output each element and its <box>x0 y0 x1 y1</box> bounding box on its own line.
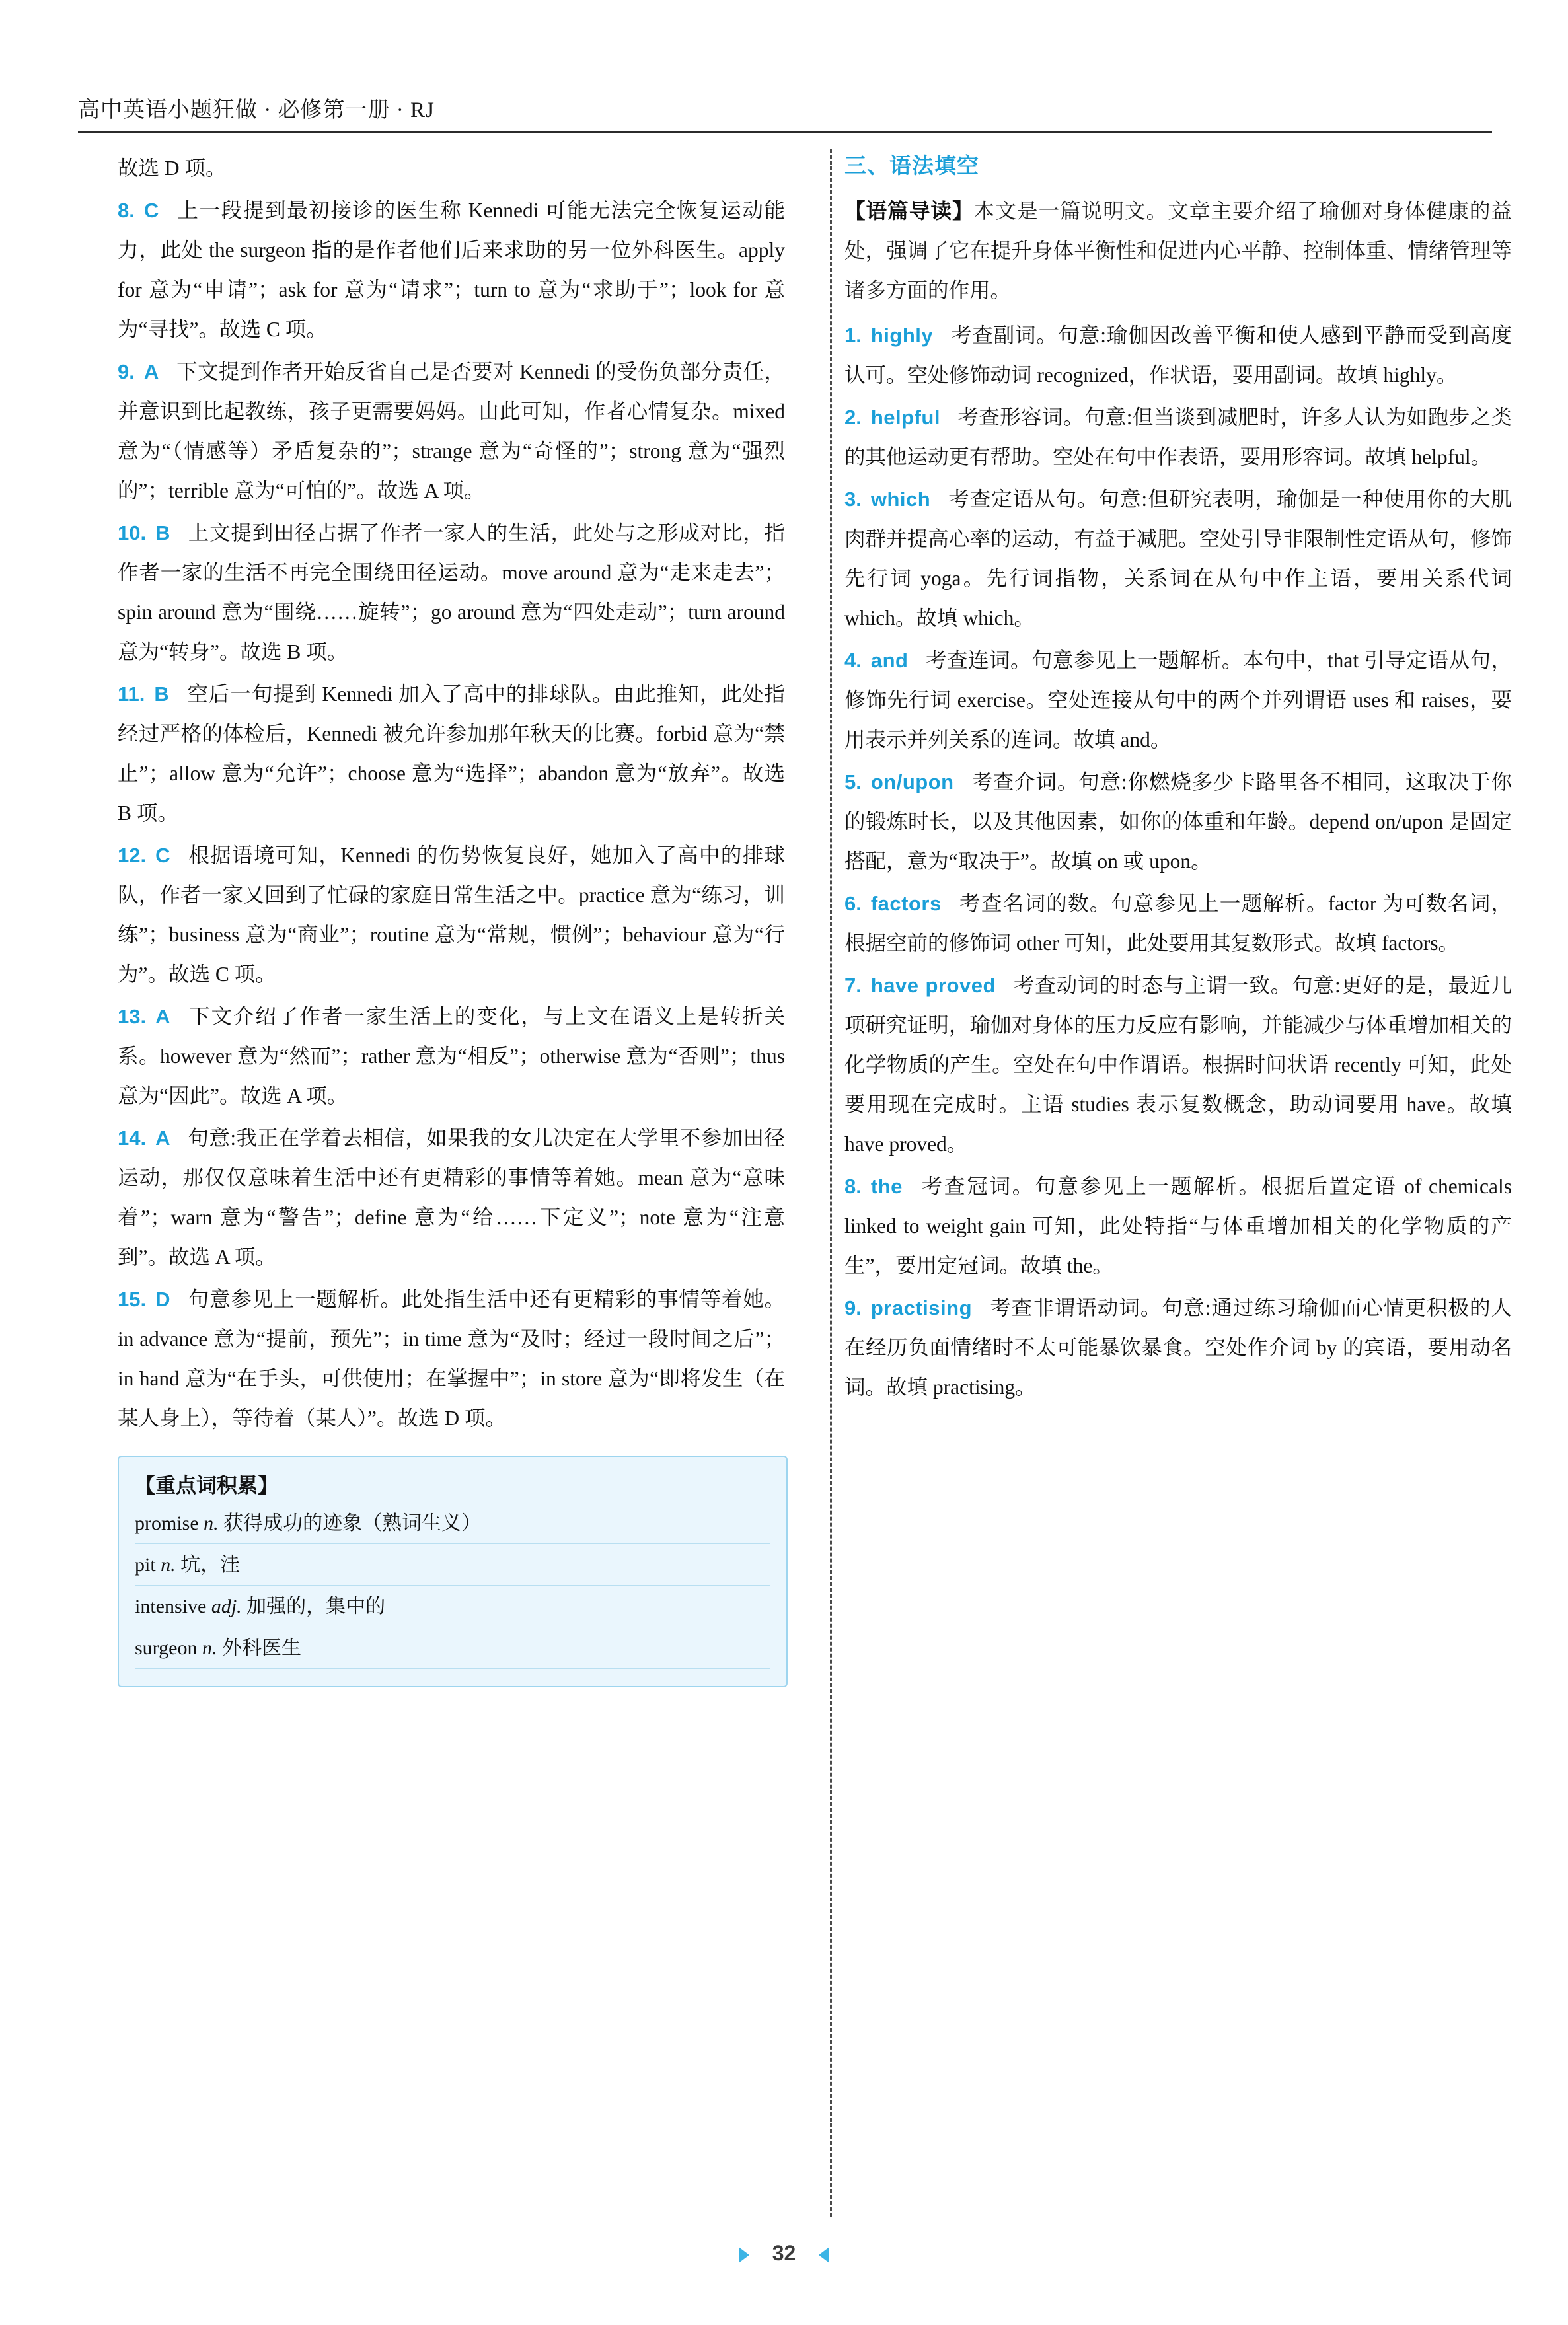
item-number: 11. <box>118 683 145 706</box>
vocab-pos: adj. <box>211 1596 242 1617</box>
column-divider <box>830 149 832 2217</box>
item-text: 考查定语从句。句意:但研究表明，瑜伽是一种使用你的大肌肉群并提高心率的运动，有益于减肥。空处引导非限制性定语从句，修饰先行词 yoga。先行词指物，关系词在从句中作主语，要用关系代词 which。故填 which。 <box>844 488 1512 630</box>
answer-item-7 <box>844 966 1512 1164</box>
item-text: 下文提到作者开始反省自己是否要对 Kennedi 的受伤负部分责任，并意识到比起教练，孩子更需要妈妈。由此可知，作者心情复杂。mixed 意为“（情感等）矛盾复杂的”；strange 意为“奇怪的”；strong 意为“强烈的”；terrible 意为“可怕的”。故选 A 项。 <box>118 360 785 502</box>
item-number: 6. <box>844 892 862 915</box>
item-number: 4. <box>844 649 862 672</box>
header-divider <box>78 131 1492 133</box>
item-text: 根据语境可知，Kennedi 的伤势恢复良好，她加入了高中的排球队，作者一家又回到了忙碌的家庭日常生活之中。practice 意为“练习，训练”；business 意为“商业”；routine 意为“常规，惯例”；behaviour 意为“行为”。故选 C 项。 <box>118 844 785 986</box>
answer-item-5 <box>844 762 1512 881</box>
item-text: 考查非谓语动词。句意:通过练习瑜伽而心情更积极的人在经历负面情绪时不太可能暴饮暴食。空处作介词 by 的宾语，要用动名词。故填 practising。 <box>844 1296 1512 1399</box>
item-answer: factors <box>870 892 942 915</box>
item-number: 15. <box>118 1288 147 1311</box>
item-answer: D <box>155 1288 170 1311</box>
item-answer: C <box>155 844 170 867</box>
page-footer <box>0 2241 1568 2266</box>
vocab-word: surgeon <box>135 1637 198 1659</box>
passage-guide-text: 本文是一篇说明文。文章主要介绍了瑜伽对身体健康的益处，强调了它在提升身体平衡性和促进内心平静、控制体重、情绪管理等诸多方面的作用。 <box>844 200 1512 302</box>
vocab-pos: n. <box>202 1637 217 1659</box>
book-title: 高中英语小题狂做 · 必修第一册 · RJ <box>78 98 435 122</box>
item-text: 上文提到田径占据了作者一家人的生活，此处与之形成对比，指作者一家的生活不再完全围绕田径运动。move around 意为“走来走去”；spin around 意为“围绕……旋转”；go around 意为“四处走动”；turn around 意为“转身”。故选 B 项。 <box>118 521 785 663</box>
item-text: 考查副词。句意:瑜伽因改善平衡和使人感到平静而受到高度认可。空处修饰动词 recognized，作状语，要用副词。故填 highly。 <box>844 324 1512 387</box>
item-number: 9. <box>844 1296 862 1319</box>
list-item <box>135 1630 770 1669</box>
paragraph-text: 故选 D 项。 <box>118 157 227 180</box>
item-text: 考查连词。句意参见上一题解析。本句中，that 引导定语从句，修饰先行词 exercise。空处连接从句中的两个并列谓语 uses 和 raises，要用表示并列关系的连词。故填 and。 <box>844 649 1512 751</box>
passage-guide-label: 【语篇导读】 <box>844 200 974 223</box>
item-answer: and <box>870 649 909 672</box>
triangle-right-icon <box>739 2247 749 2263</box>
item-answer: highly <box>870 324 934 347</box>
explanation-item-8 <box>118 191 785 350</box>
answer-item-4 <box>844 641 1512 760</box>
vocab-pos: n. <box>204 1512 219 1534</box>
item-answer: A <box>143 360 159 383</box>
item-number: 1. <box>844 324 862 347</box>
explanation-item-9 <box>118 352 785 511</box>
item-number: 8. <box>844 1175 862 1198</box>
section-title: 三、语法填空 <box>844 153 979 178</box>
item-number: 9. <box>118 360 135 383</box>
item-text: 考查冠词。句意参见上一题解析。根据后置定语 of chemicals linked to weight gain 可知，此处特指“与体重增加相关的化学物质的产生”，要用定冠词。故填 the。 <box>844 1175 1512 1277</box>
item-answer: A <box>155 1126 170 1150</box>
vocab-meaning: 坑，洼 <box>180 1554 241 1576</box>
explanation-item-15 <box>118 1280 785 1438</box>
item-text: 句意参见上一题解析。此处指生活中还有更精彩的事情等着她。in advance 意为“提前，预先”；in time 意为“及时；经过一段时间之后”；in hand 意为“在手头，可供使用；在掌握中”；in store 意为“即将发生（在某人身上），等待着（某人）”。故选 D 项。 <box>118 1288 785 1430</box>
explanation-item-10 <box>118 513 785 672</box>
item-number: 3. <box>844 488 862 511</box>
key-vocabulary-box <box>118 1456 788 1687</box>
item-text: 考查动词的时态与主谓一致。句意:更好的是，最近几项研究证明，瑜伽对身体的压力反应有影响，并能减少与体重增加相关的化学物质的产生。空处在句中作谓语。根据时间状语 recently 可知，此处要用现在完成时。主语 studies 表示复数概念，助动词要用 have。故填 have proved。 <box>844 974 1512 1156</box>
item-text: 考查名词的数。句意参见上一题解析。factor 为可数名词，根据空前的修饰词 other 可知，此处要用其复数形式。故填 factors。 <box>844 892 1512 955</box>
vocab-word: intensive <box>135 1596 207 1617</box>
passage-guide <box>844 192 1512 311</box>
answer-item-3 <box>844 480 1512 638</box>
answer-item-8 <box>844 1167 1512 1286</box>
paragraph <box>118 149 785 188</box>
item-number: 5. <box>844 770 862 793</box>
item-text: 考查介词。句意:你燃烧多少卡路里各不相同，这取决于你的锻炼时长，以及其他因素，如你的体重和年龄。depend on/upon 是固定搭配，意为“取决于”。故填 on 或 upon。 <box>844 770 1512 873</box>
right-column <box>844 149 1512 1410</box>
answer-item-2 <box>844 398 1512 477</box>
item-number: 8. <box>118 199 135 222</box>
answer-item-9 <box>844 1288 1512 1407</box>
item-text: 句意:我正在学着去相信，如果我的女儿决定在大学里不参加田径运动，那仅仅意味着生活中还有更精彩的事情等着她。mean 意为“意味着”；warn 意为“警告”；define 意为“给……下定义”；note 意为“注意到”。故选 A 项。 <box>118 1126 785 1269</box>
item-answer: on/upon <box>870 770 954 793</box>
content-columns <box>78 149 1512 2223</box>
vocab-word: pit <box>135 1554 156 1576</box>
item-text: 考查形容词。句意:但当谈到减肥时，许多人认为如跑步之类的其他运动更有帮助。空处在句中作表语，要用形容词。故填 helpful。 <box>844 406 1512 468</box>
item-answer: B <box>154 683 170 706</box>
item-number: 7. <box>844 974 862 997</box>
explanation-item-12 <box>118 836 785 994</box>
item-answer: helpful <box>870 406 940 429</box>
item-answer: B <box>155 521 170 544</box>
page-number: 32 <box>772 2241 796 2265</box>
item-answer: which <box>870 488 931 511</box>
explanation-item-14 <box>118 1119 785 1277</box>
item-answer: have proved <box>870 974 996 997</box>
vocab-box-title: 【重点词积累】 <box>135 1474 278 1497</box>
item-text: 空后一句提到 Kennedi 加入了高中的排球队。由此推知，此处指经过严格的体检后，Kennedi 被允许参加那年秋天的比赛。forbid 意为“禁止”；allow 意为“允许”；choose 意为“选择”；abandon 意为“放弃”。故选 B 项。 <box>118 683 785 825</box>
explanation-item-11 <box>118 675 785 833</box>
item-number: 2. <box>844 406 862 429</box>
list-item <box>135 1547 770 1586</box>
answer-item-1 <box>844 316 1512 395</box>
page-number-group <box>739 2241 829 2266</box>
vocab-pos: n. <box>161 1554 176 1576</box>
list-item <box>135 1505 770 1544</box>
item-number: 12. <box>118 844 147 867</box>
item-text: 下文介绍了作者一家生活上的变化，与上文在语义上是转折关系。however 意为“然而”；rather 意为“相反”；otherwise 意为“否则”；thus 意为“因此”。故选 A 项。 <box>118 1005 785 1107</box>
vocab-meaning: 外科医生 <box>221 1637 301 1659</box>
item-answer: A <box>155 1005 170 1028</box>
vocab-word: promise <box>135 1512 199 1534</box>
vocab-meaning: 获得成功的迹象（熟词生义） <box>223 1512 482 1534</box>
item-answer: the <box>870 1175 903 1198</box>
item-number: 13. <box>118 1005 147 1028</box>
list-item <box>135 1588 770 1627</box>
triangle-left-icon <box>819 2247 829 2263</box>
item-answer: practising <box>870 1296 973 1319</box>
left-column <box>118 149 785 1687</box>
explanation-item-13 <box>118 997 785 1116</box>
item-number: 14. <box>118 1126 147 1150</box>
item-answer: C <box>143 199 159 222</box>
page-header <box>78 92 1492 133</box>
item-number: 10. <box>118 521 147 544</box>
answer-item-6 <box>844 884 1512 963</box>
vocab-meaning: 加强的，集中的 <box>246 1596 386 1617</box>
item-text: 上一段提到最初接诊的医生称 Kennedi 可能无法完全恢复运动能力，此处 the surgeon 指的是作者他们后来求助的另一位外科医生。apply for 意为“申请”；ask for 意为“请求”；turn to 意为“求助于”；look for 意为“寻找”。故选 C 项。 <box>118 199 785 341</box>
